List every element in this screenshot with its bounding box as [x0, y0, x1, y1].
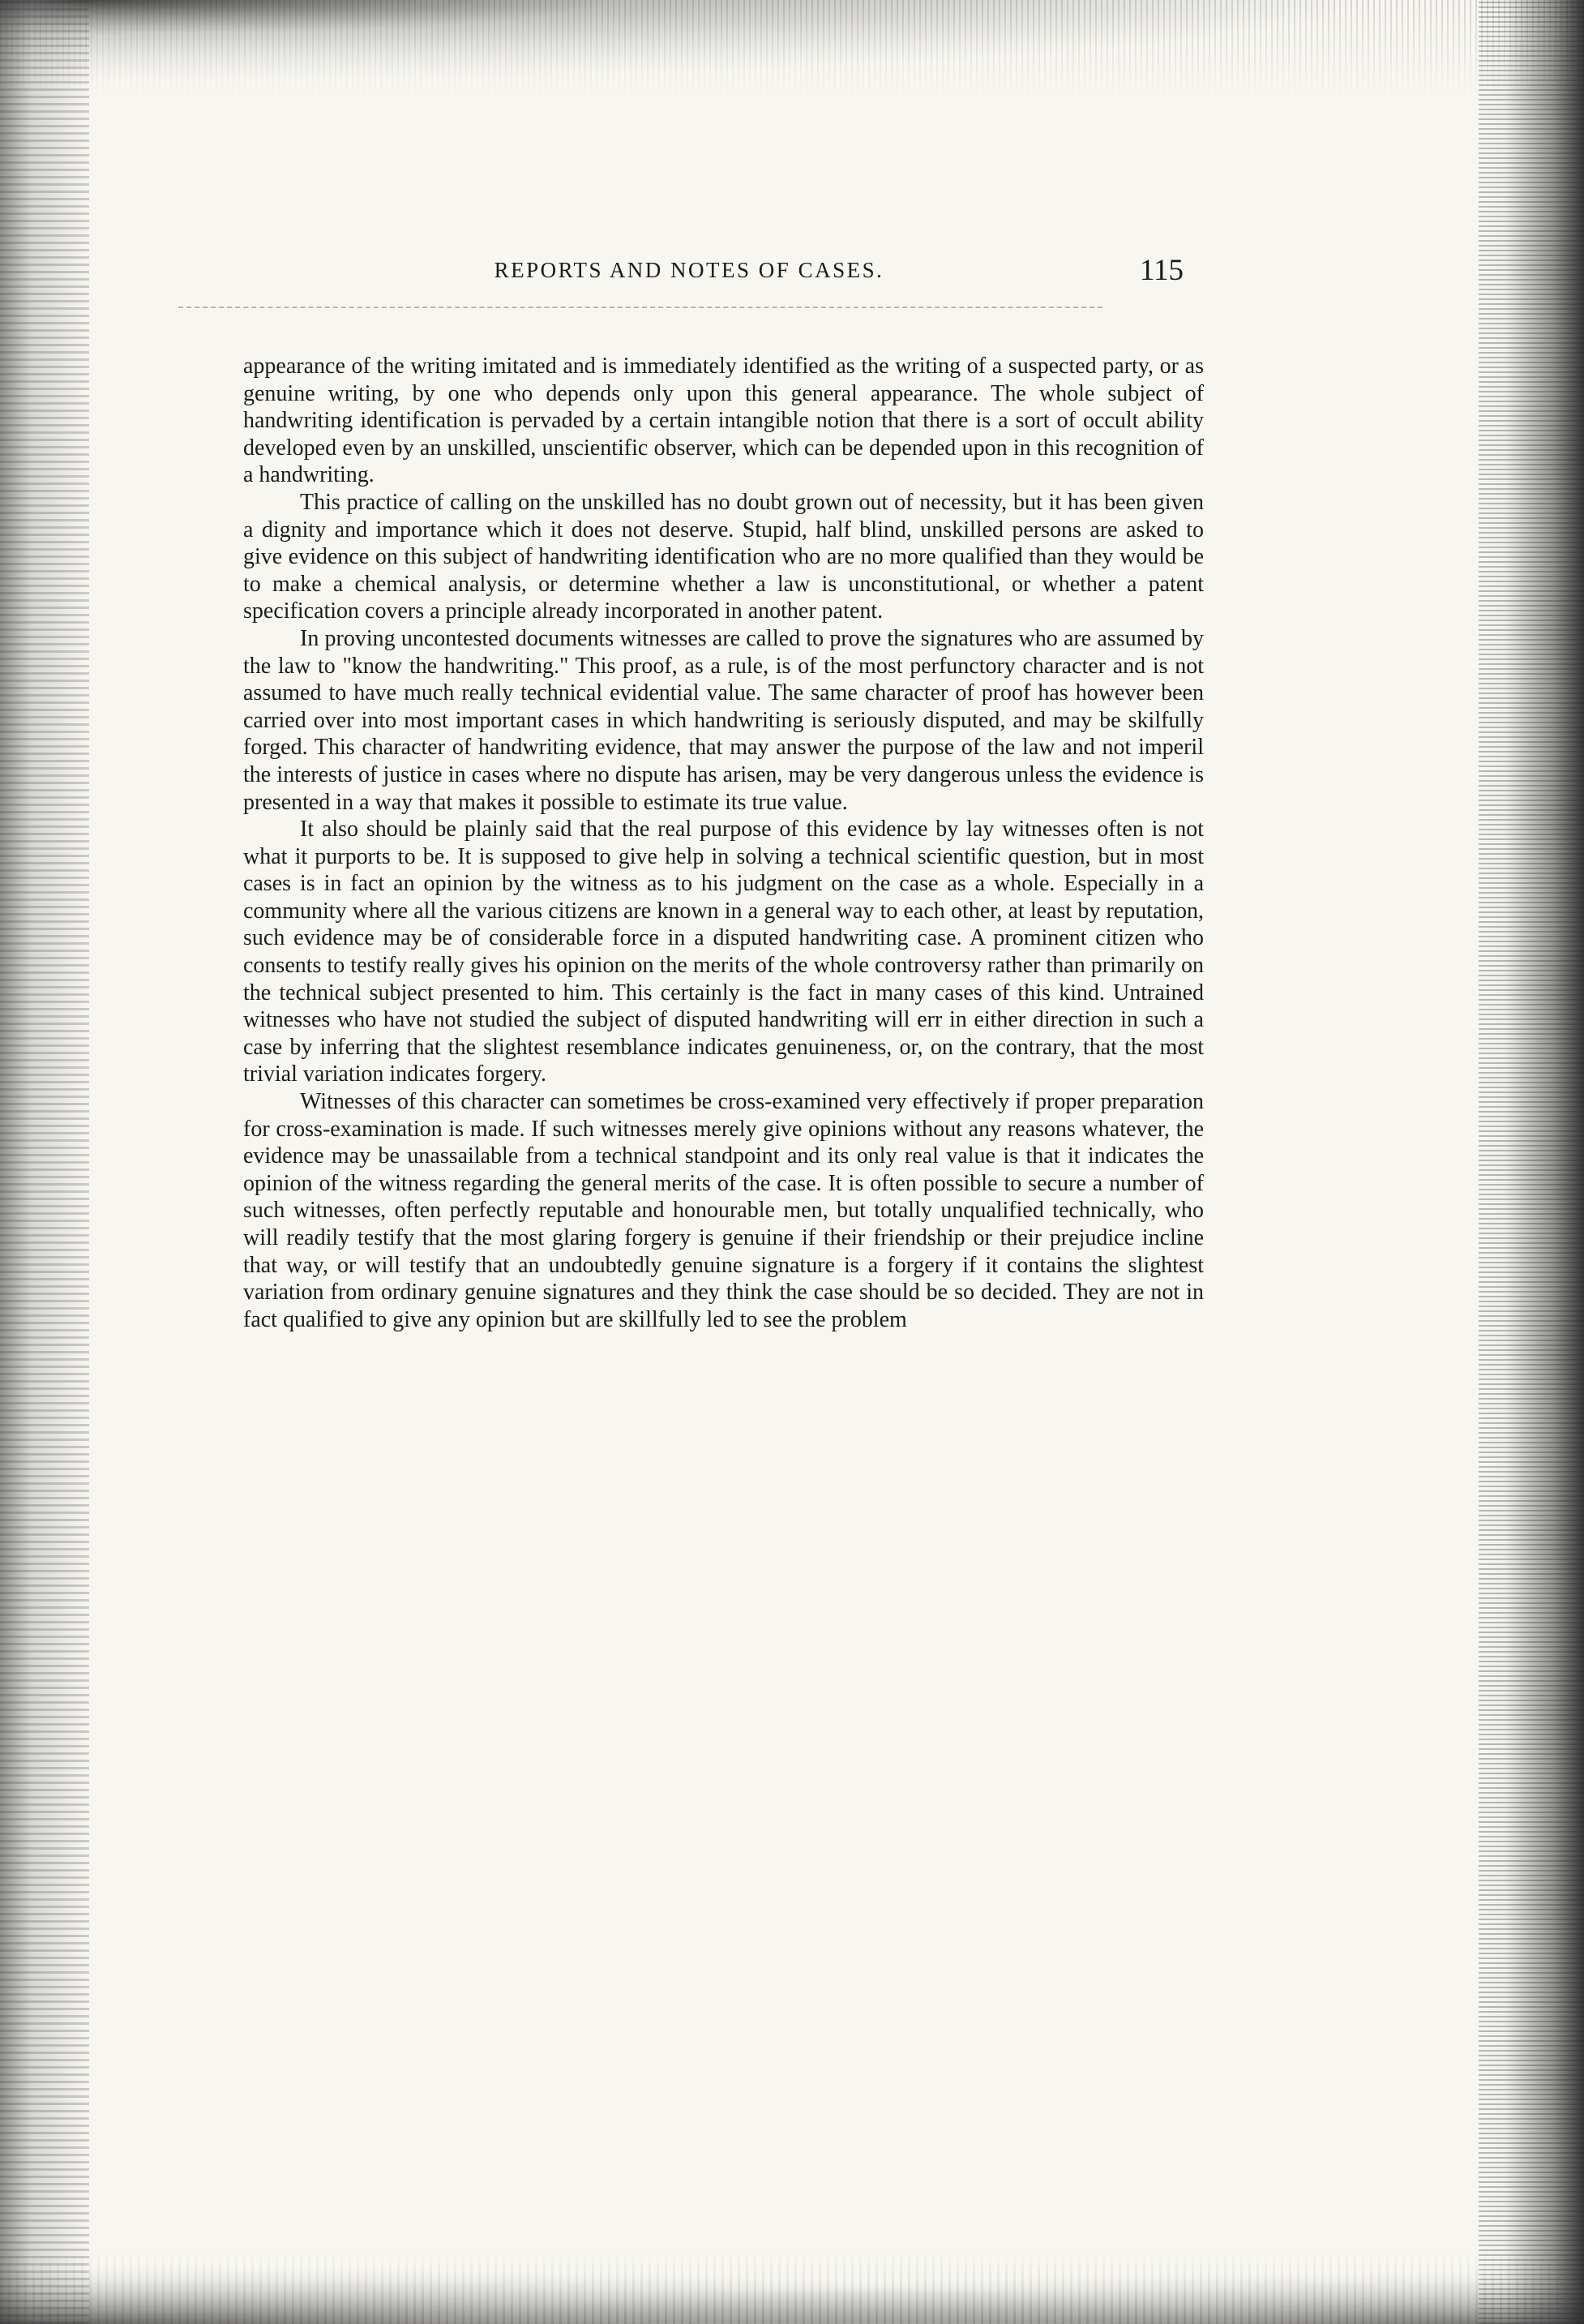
running-head: REPORTS AND NOTES OF CASES. — [494, 258, 884, 282]
scan-shadow-left — [0, 0, 89, 2324]
paragraph: Witnesses of this character can sometimes be cross-examined very effectively if proper preparation for cross-examination is made. If such witnesses merely give opinions without any reasons whatever, the evidence may be unassailable from a technical standpoint and its only real value is that it indicates the opinion of the witness regarding the general merits of the case. It is often possible to secure a number of such witnesses, often perfectly reputable and honourable men, but totally unqualified technically, who will readily testify that the most glaring forgery is genuine if their friendship or their prejudice incline that way, or will testify that an undoubtedly genuine signature is a forgery if it contains the slightest variation from ordinary genuine signatures and they think the case should be so decided. They are not in fact qualified to give any opinion but are skillfully led to see the problem — [243, 1089, 1204, 1332]
scan-shadow-bottom — [0, 2251, 1584, 2324]
page-number: 115 — [1139, 254, 1184, 287]
paragraph: In proving uncontested documents witnesses are called to prove the signatures who are assumed by the law to "know the handwriting." This proof, as a rule, is of the most perfunctory character and is not assumed to have much really technical evidential value. The same character of proof has however been carried over into most important cases in which handwriting is seriously disputed, and may be skilfully forged. This character of handwriting evidence, that may answer the purpose of the law and not imperil the interests of justice in cases where no dispute has arisen, may be very dangerous unless the evidence is presented in a way that makes it possible to estimate its true value. — [243, 625, 1204, 815]
page-header — [243, 254, 1184, 298]
scan-shadow-right — [1479, 0, 1584, 2324]
paragraph: This practice of calling on the unskilled has no doubt grown out of necessity, but it has been given a dignity and importance which it does not deserve. Stupid, half blind, unskilled persons are asked to give evidence on this subject of handwriting identification who are no more qualified than they would be to make a chemical analysis, or determine whether a law is unconstitutional, or whether a patent specification covers a principle already incorporated in another patent. — [243, 489, 1204, 624]
paragraph: appearance of the writing imitated and is immediately identified as the writing of a suspected party, or as genuine writing, by one who depends only upon this general appearance. The whole subject of handwriting identification is pervaded by a certain intangible notion that there is a sort of occult ability developed even by an unskilled, unscientific observer, which can be depended upon in this recognition of a handwriting. — [243, 354, 1204, 488]
body-text — [243, 353, 1204, 1333]
paragraph: It also should be plainly said that the real purpose of this evidence by lay witnesses often is not what it purports to be. It is supposed to give help in solving a technical scientific question, but in most cases is in fact an opinion by the witness as to his judgment on the case as a whole. Especially in a community where all the various citizens are known in a general way to each other, at least by reputation, such evidence may be of considerable force in a disputed handwriting case. A prominent citizen who consents to testify really gives his opinion on the merits of the whole controversy rather than primarily on the technical subject presented to him. This certainly is the fact in many cases of this kind. Untrained witnesses who have not studied the subject of disputed handwriting will err in either direction in such a case by inferring that the slightest resemblance indicates genuineness, or, on the contrary, that the most trivial variation indicates forgery. — [243, 817, 1204, 1087]
scan-shadow-top — [0, 0, 1584, 97]
header-rule — [178, 307, 1102, 308]
